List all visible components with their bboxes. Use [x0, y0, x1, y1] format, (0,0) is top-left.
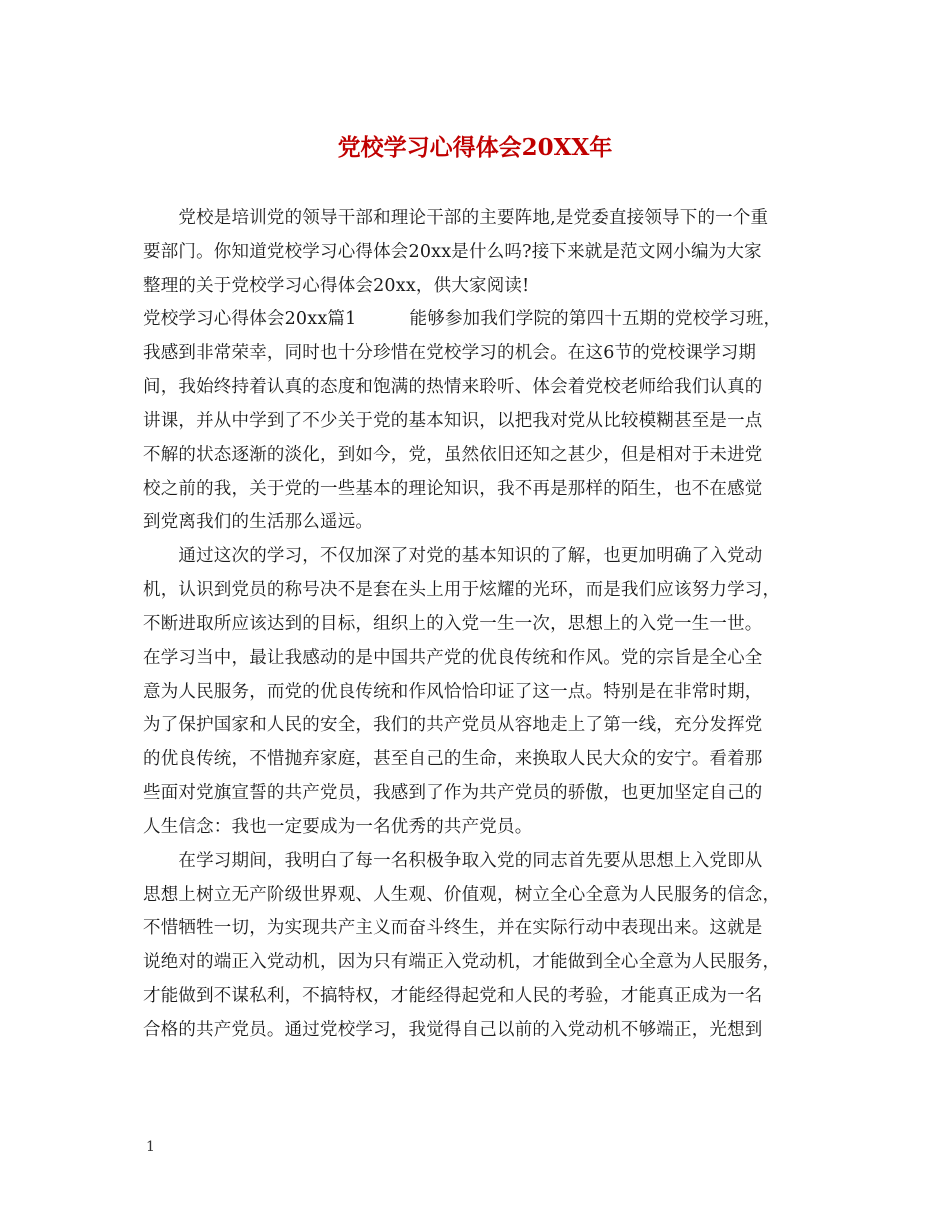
- text-line: 为了保护国家和人民的安全，我们的共产党员从容地走上了第一线，充分发挥党: [143, 715, 763, 735]
- text-line: 合格的共产党员。通过党校学习，我觉得自己以前的入党动机不够端正，光想到: [143, 1020, 763, 1040]
- text-line: 在学习期间，我明白了每一名积极争取入党的同志首先要从思想上入党即从: [143, 851, 763, 871]
- text-line: 到党离我们的生活那么遥远。: [143, 512, 374, 532]
- text-line: 不惜牺牲一切，为实现共产主义而奋斗终生，并在实际行动中表现出来。这就是: [143, 918, 763, 938]
- text-line: 讲课，并从中学到了不少关于党的基本知识，以把我对党从比较模糊甚至是一点: [143, 411, 763, 431]
- page-number: 1: [146, 1139, 155, 1155]
- text-line: 的优良传统，不惜抛弃家庭，甚至自己的生命，来换取人民大众的安宁。看着那: [143, 749, 763, 769]
- document-title: 党校学习心得体会20XX年: [337, 134, 613, 161]
- text-line: 意为人民服务，而党的优良传统和作风恰恰印证了这一点。特别是在非常时期，: [143, 682, 763, 702]
- text-line: 党校学习心得体会20xx篇1 能够参加我们学院的第四十五期的党校学习班，: [143, 309, 782, 329]
- text-line: 才能做到不谋私利，不搞特权，才能经得起党和人民的考验，才能真正成为一名: [143, 986, 763, 1006]
- text-line: 不解的状态逐渐的淡化，到如今，党，虽然依旧还知之甚少，但是相对于未进党: [143, 445, 763, 465]
- text-line: 机，认识到党员的称号决不是套在头上用于炫耀的光环，而是我们应该努力学习，: [143, 580, 781, 600]
- text-line: 不断进取所应该达到的目标，组织上的入党一生一次，思想上的入党一生一世。: [143, 614, 763, 634]
- text-line: 思想上树立无产阶级世界观、人生观、价值观，树立全心全意为人民服务的信念，: [143, 885, 781, 905]
- text-line: 整理的关于党校学习心得体会20xx，供大家阅读!: [143, 276, 530, 296]
- text-line: 我感到非常荣幸，同时也十分珍惜在党校学习的机会。在这6节的党校课学习期: [143, 343, 757, 363]
- text-line: 通过这次的学习，不仅加深了对党的基本知识的了解，也更加明确了入党动: [143, 546, 763, 566]
- text-line: 说绝对的端正入党动机，因为只有端正入党动机，才能做到全心全意为人民服务，: [143, 952, 781, 972]
- text-line: 人生信念：我也一定要成为一名优秀的共产党员。: [143, 817, 533, 837]
- text-line: 些面对党旗宣誓的共产党员，我感到了作为共产党员的骄傲，也更加坚定自己的: [143, 783, 763, 803]
- text-line: 校之前的我，关于党的一些基本的理论知识，我不再是那样的陌生，也不在感觉: [143, 479, 763, 499]
- text-line: 在学习当中，最让我感动的是中国共产党的优良传统和作风。党的宗旨是全心全: [143, 648, 763, 668]
- text-line: 党校是培训党的领导干部和理论干部的主要阵地,是党委直接领导下的一个重: [143, 208, 769, 228]
- text-line: 间，我始终持着认真的态度和饱满的热情来聆听、体会着党校老师给我们认真的: [143, 377, 763, 397]
- text-line: 要部门。你知道党校学习心得体会20xx是什么吗?接下来就是范文网小编为大家: [143, 242, 762, 262]
